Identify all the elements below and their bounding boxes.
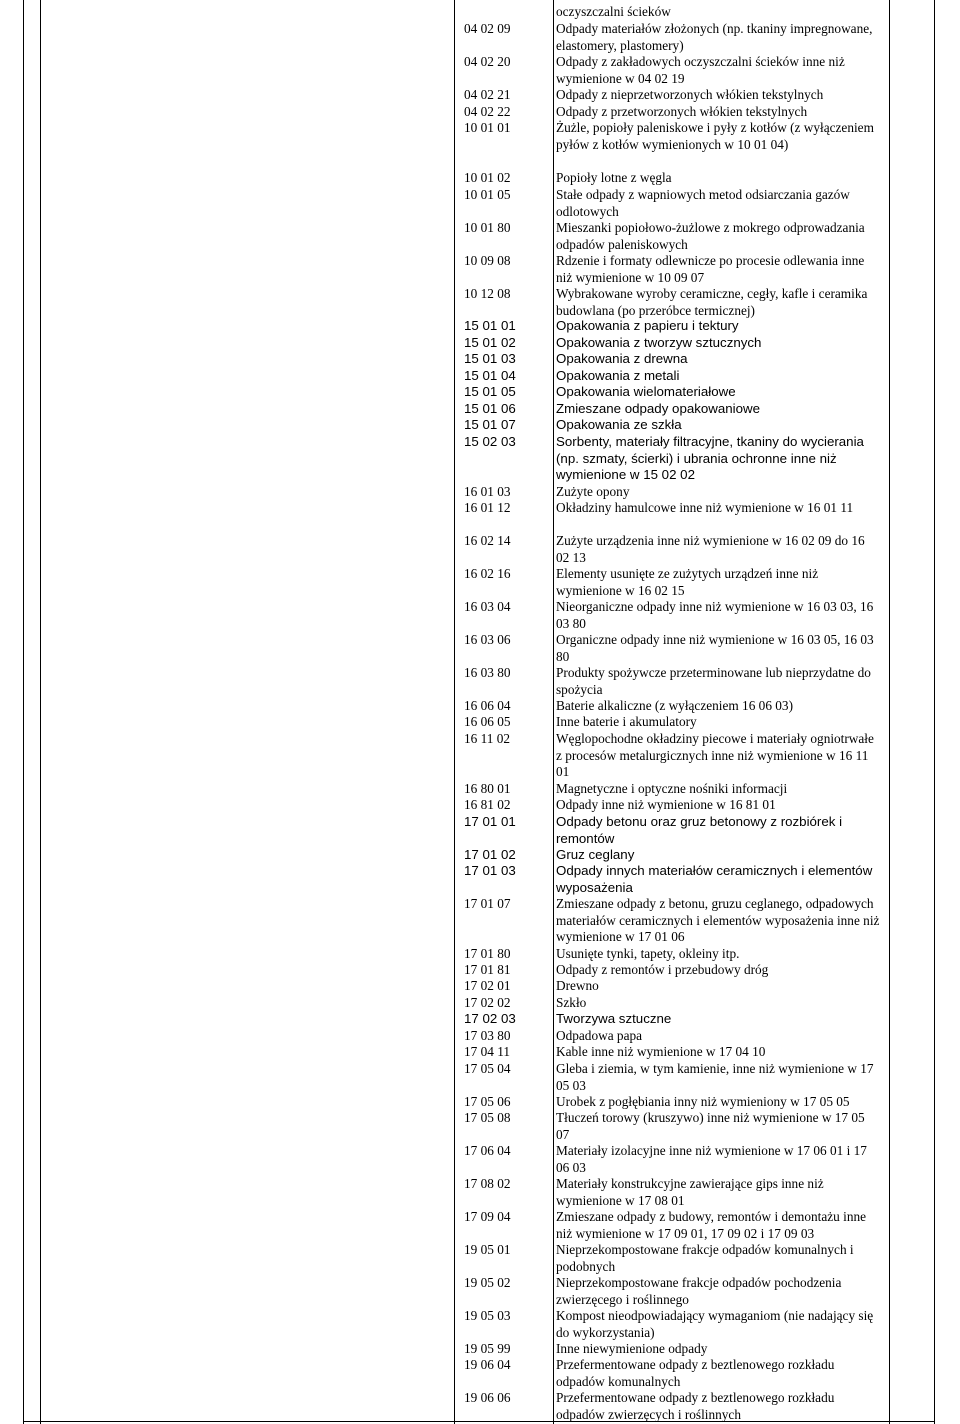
waste-description: Kable inne niż wymienione w 17 04 10 [556, 1044, 766, 1059]
table-row [464, 1242, 884, 1275]
waste-code: 04 02 20 [464, 54, 511, 69]
waste-code: 17 01 01 [464, 814, 516, 829]
table-row [464, 417, 884, 434]
waste-code: 17 01 02 [464, 847, 516, 862]
waste-code: 04 02 22 [464, 104, 511, 119]
waste-description: Odpady z remontów i przebudowy dróg [556, 962, 769, 977]
table-row [464, 566, 884, 599]
waste-code: 17 05 08 [464, 1110, 511, 1125]
table-row [464, 698, 884, 715]
waste-description: Organiczne odpady inne niż wymienione w 16 03 05, 16 03 80 [556, 632, 874, 664]
waste-description: Przefermentowane odpady z beztlenowego rozkładu odpadów zwierzęcych i roślinnych [556, 1390, 835, 1422]
waste-code: 17 01 81 [464, 962, 511, 977]
table-row [464, 1110, 884, 1143]
waste-description: Odpady innych materiałów ceramicznych i elementów wyposażenia [556, 863, 873, 895]
waste-code: 15 01 02 [464, 335, 516, 350]
waste-description: Opakowania z metali [556, 368, 680, 383]
table-row [464, 847, 884, 864]
waste-code: 15 01 06 [464, 401, 516, 416]
table-row [464, 1390, 884, 1423]
waste-code: 15 01 07 [464, 417, 516, 432]
table-row [464, 253, 884, 286]
table-row [464, 781, 884, 798]
table-row [464, 220, 884, 253]
table-row [464, 1341, 884, 1358]
waste-description: Urobek z pogłębiania inny niż wymieniony w 17 05 05 [556, 1094, 850, 1109]
waste-code: 10 01 01 [464, 120, 511, 135]
table-row [464, 384, 884, 401]
waste-code: 19 05 03 [464, 1308, 511, 1323]
table-row [464, 978, 884, 995]
waste-description: Produkty spożywcze przeterminowane lub nieprzydatne do spożycia [556, 665, 871, 697]
table-row [464, 21, 884, 54]
waste-code: 17 09 04 [464, 1209, 511, 1224]
table-row [464, 1209, 884, 1242]
waste-description: Sorbenty, materiały filtracyjne, tkaniny do wycierania (np. szmaty, ścierki) i ubrania ochronne inne niż wymienione w 15 02 02 [556, 434, 864, 483]
table-row [464, 286, 884, 319]
waste-code: 16 03 06 [464, 632, 511, 647]
table-row [464, 104, 884, 121]
waste-description: Żużle, popioły paleniskowe i pyły z kotłów (z wyłączeniem pyłów z kotłów wymienionych w 10 01 04) [556, 120, 874, 152]
waste-code: 17 02 01 [464, 978, 511, 993]
waste-code: 10 01 02 [464, 170, 511, 185]
table-row [464, 318, 884, 335]
waste-code: 16 01 03 [464, 484, 511, 499]
table-column-divider [889, 0, 890, 1424]
waste-description: Opakowania z drewna [556, 351, 688, 366]
waste-code: 15 01 03 [464, 351, 516, 366]
waste-code: 17 03 80 [464, 1028, 511, 1043]
table-row [464, 368, 884, 385]
waste-description: Drewno [556, 978, 599, 993]
waste-code: 19 06 06 [464, 1390, 511, 1405]
waste-description: Szkło [556, 995, 587, 1010]
table-row [464, 1011, 884, 1028]
waste-code: 10 12 08 [464, 286, 511, 301]
waste-description: Odpady inne niż wymienione w 16 81 01 [556, 797, 776, 812]
waste-description: Zmieszane odpady z budowy, remontów i demontażu inne niż wymienione w 17 09 01, 17 09 02 i 17 09 03 [556, 1209, 867, 1241]
waste-description: Opakowania ze szkła [556, 417, 682, 432]
table-row [464, 863, 884, 896]
waste-description: oczyszczalni ścieków [556, 4, 671, 19]
waste-code: 04 02 21 [464, 87, 511, 102]
waste-description: Odpady z nieprzetworzonych włókien tekstylnych [556, 87, 824, 102]
waste-description: Węglopochodne okładziny piecowe i materiały ogniotrwałe z procesów metalurgicznych inne niż wymienione w 16 11 01 [556, 731, 874, 780]
waste-description: Baterie alkaliczne (z wyłączeniem 16 06 03) [556, 698, 794, 713]
waste-description: Odpady z przetworzonych włókien tekstylnych [556, 104, 808, 119]
waste-description: Rdzenie i formaty odlewnicze po procesie odlewania inne niż wymienione w 10 09 07 [556, 253, 865, 285]
waste-description: Usunięte tynki, tapety, okleiny itp. [556, 946, 740, 961]
table-row [464, 1143, 884, 1176]
waste-code: 17 02 02 [464, 995, 511, 1010]
waste-description: Zużyte urządzenia inne niż wymienione w 16 02 09 do 16 02 13 [556, 533, 865, 565]
table-column-divider [454, 0, 455, 1424]
table-row [464, 170, 884, 187]
waste-description: Odpadowa papa [556, 1028, 643, 1043]
table-row [464, 351, 884, 368]
waste-code: 15 01 01 [464, 318, 516, 333]
table-border-left-outer [23, 0, 24, 1424]
waste-description: Opakowania z papieru i tektury [556, 318, 739, 333]
waste-description: Okładziny hamulcowe inne niż wymienione w 16 01 11 [556, 500, 854, 515]
waste-description: Odpady materiałów złożonych (np. tkaniny impregnowane, elastomery, plastomery) [556, 21, 873, 53]
waste-description: Materiały konstrukcyjne zawierające gips inne niż wymienione w 17 08 01 [556, 1176, 824, 1208]
table-row [464, 1176, 884, 1209]
waste-description: Inne baterie i akumulatory [556, 714, 697, 729]
waste-description: Kompost nieodpowiadający wymaganiom (nie nadający się do wykorzystania) [556, 1308, 874, 1340]
table-row [464, 599, 884, 632]
waste-description: Zmieszane odpady z betonu, gruzu ceglanego, odpadowych materiałów ceramicznych i elementów wyposażenia inne niż wymienione w 17 01 06 [556, 896, 880, 945]
waste-code: 17 02 03 [464, 1011, 516, 1026]
waste-code: 10 09 08 [464, 253, 511, 268]
waste-description: Materiały izolacyjne inne niż wymienione w 17 06 01 i 17 06 03 [556, 1143, 867, 1175]
waste-description: Nieprzekompostowane frakcje odpadów komunalnych i podobnych [556, 1242, 854, 1274]
table-row [464, 4, 884, 21]
waste-code: 17 05 04 [464, 1061, 511, 1076]
table-row [464, 1028, 884, 1045]
waste-description: Zmieszane odpady opakowaniowe [556, 401, 761, 416]
waste-code: 19 06 04 [464, 1357, 511, 1372]
waste-description: Przefermentowane odpady z beztlenowego rozkładu odpadów komunalnych [556, 1357, 835, 1389]
waste-code: 15 01 05 [464, 384, 516, 399]
waste-code: 16 81 02 [464, 797, 511, 812]
table-row [464, 995, 884, 1012]
table-row [464, 665, 884, 698]
waste-code: 16 02 14 [464, 533, 511, 548]
waste-code: 17 01 07 [464, 896, 511, 911]
waste-description: Nieprzekompostowane frakcje odpadów pochodzenia zwierzęcego i roślinnego [556, 1275, 842, 1307]
waste-description: Opakowania wielomateriałowe [556, 384, 736, 399]
waste-code: 16 03 80 [464, 665, 511, 680]
waste-description: Zużyte opony [556, 484, 630, 499]
waste-description: Tworzywa sztuczne [556, 1011, 672, 1026]
table-border-left-inner [40, 0, 41, 1424]
waste-description: Popioły lotne z węgla [556, 170, 672, 185]
table-row [464, 500, 884, 517]
waste-description: Opakowania z tworzyw sztucznych [556, 335, 762, 350]
waste-description: Elementy usunięte ze zużytych urządzeń inne niż wymienione w 16 02 15 [556, 566, 819, 598]
waste-description: Magnetyczne i optyczne nośniki informacji [556, 781, 788, 796]
table-row [464, 484, 884, 501]
table-row [464, 87, 884, 104]
table-row [464, 962, 884, 979]
waste-description: Inne niewymienione odpady [556, 1341, 708, 1356]
table-row [464, 1094, 884, 1111]
waste-description: Odpady betonu oraz gruz betonowy z rozbiórek i remontów [556, 814, 843, 846]
waste-code: 19 05 99 [464, 1341, 511, 1356]
waste-description: Mieszanki popiołowo-żużlowe z mokrego odprowadzania odpadów paleniskowych [556, 220, 865, 252]
table-row [464, 632, 884, 665]
waste-description: Wybrakowane wyroby ceramiczne, cegły, kafle i ceramika budowlana (po przeróbce termicznej) [556, 286, 868, 318]
table-row [464, 1275, 884, 1308]
waste-code: 17 04 11 [464, 1044, 511, 1059]
table-row [464, 714, 884, 731]
waste-code: 16 01 12 [464, 500, 511, 515]
waste-code: 15 01 04 [464, 368, 516, 383]
waste-description: Tłuczeń torowy (kruszywo) inne niż wymienione w 17 05 07 [556, 1110, 865, 1142]
waste-code: 16 11 02 [464, 731, 511, 746]
table-row [464, 1308, 884, 1341]
waste-description: Nieorganiczne odpady inne niż wymienione w 16 03 03, 16 03 80 [556, 599, 874, 631]
table-border-right [934, 0, 935, 1424]
waste-code: 19 05 01 [464, 1242, 511, 1257]
waste-code: 17 08 02 [464, 1176, 511, 1191]
table-row [464, 1357, 884, 1390]
waste-description: Gruz ceglany [556, 847, 635, 862]
table-row [464, 731, 884, 781]
table-row [464, 946, 884, 963]
waste-code: 16 02 16 [464, 566, 511, 581]
table-row [464, 120, 884, 153]
waste-code: 17 01 80 [464, 946, 511, 961]
waste-code: 15 02 03 [464, 434, 516, 449]
waste-code: 16 06 04 [464, 698, 511, 713]
waste-code: 16 06 05 [464, 714, 511, 729]
waste-code: 16 03 04 [464, 599, 511, 614]
waste-code: 17 01 03 [464, 863, 516, 878]
waste-code [464, 4, 556, 21]
waste-code: 16 80 01 [464, 781, 511, 796]
table-row [464, 797, 884, 814]
table-row [464, 54, 884, 87]
table-row [464, 814, 884, 847]
table-row [464, 533, 884, 566]
waste-code: 17 06 04 [464, 1143, 511, 1158]
waste-code: 04 02 09 [464, 21, 511, 36]
table-row [464, 434, 884, 484]
table-row [464, 187, 884, 220]
table-row [464, 896, 884, 946]
waste-description: Stałe odpady z wapniowych metod odsiarczania gazów odlotowych [556, 187, 850, 219]
waste-description: Gleba i ziemia, w tym kamienie, inne niż wymienione w 17 05 03 [556, 1061, 874, 1093]
table-row [464, 335, 884, 352]
waste-description: Odpady z zakładowych oczyszczalni ścieków inne niż wymienione w 04 02 19 [556, 54, 845, 86]
table-row [464, 401, 884, 418]
waste-code: 19 05 02 [464, 1275, 511, 1290]
waste-code: 10 01 80 [464, 220, 511, 235]
table-row [464, 1044, 884, 1061]
table-row [464, 1061, 884, 1094]
waste-code: 10 01 05 [464, 187, 511, 202]
waste-code: 17 05 06 [464, 1094, 511, 1109]
